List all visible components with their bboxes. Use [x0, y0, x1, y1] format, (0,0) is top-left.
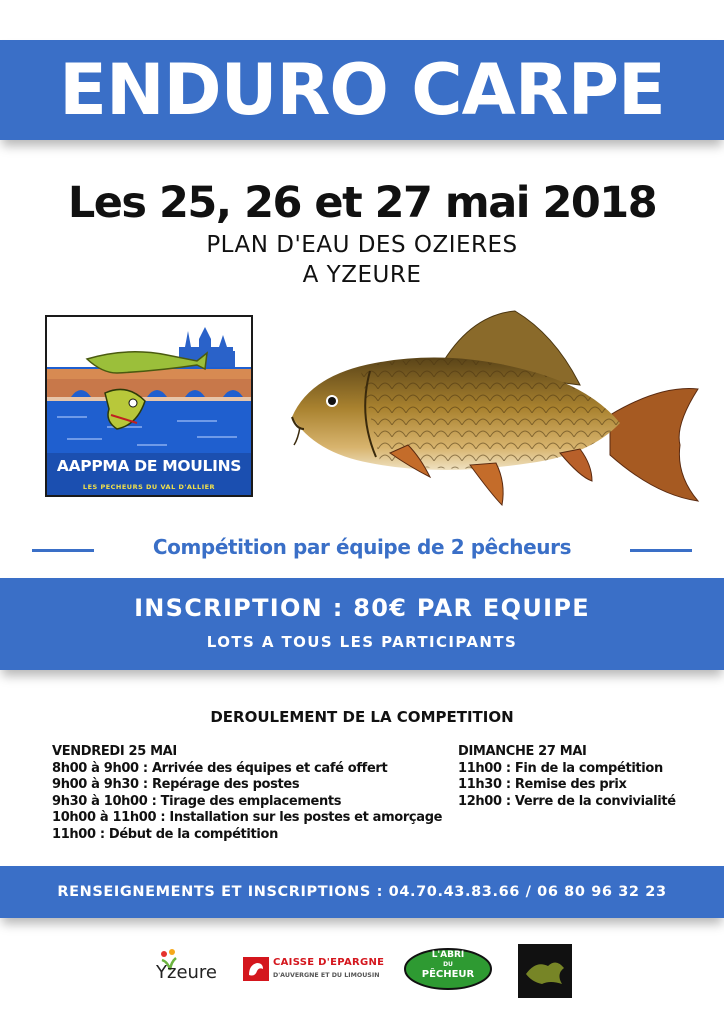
- title-banner: [0, 40, 724, 140]
- yzeure-name: Yzeure: [156, 962, 218, 983]
- logo-name: AAPPMA DE MOULINS: [56, 457, 242, 475]
- sponsor-yzeure-logo: [150, 948, 230, 990]
- schedule-item: 8h00 à 9h00 : Arrivée des équipes et café offert: [52, 760, 388, 776]
- competition-format: Compétition par équipe de 2 pêcheurs: [152, 535, 572, 559]
- venue-town: A YZEURE: [302, 262, 422, 288]
- competition-banner: [0, 532, 724, 568]
- schedule-item: 9h00 à 9h30 : Repérage des postes: [52, 777, 300, 792]
- schedule-item: 11h00 : Fin de la compétition: [458, 760, 663, 776]
- schedule-item: 11h00 : Début de la compétition: [52, 826, 278, 842]
- schedule-day-sunday: [458, 744, 708, 810]
- day-name: DIMANCHE 27 MAI: [458, 744, 587, 759]
- schedule-item: 10h00 à 11h00 : Installation sur les postes et amorçage: [52, 810, 443, 825]
- sponsor-caisse-epargne-logo: [243, 955, 393, 989]
- schedule-item: 12h00 : Verre de la convivialité: [458, 793, 676, 809]
- venue-name: PLAN D'EAU DES OZIERES: [206, 232, 518, 258]
- schedule-item: 9h30 à 10h00 : Tirage des emplacements: [52, 793, 342, 809]
- carp-illustration: [280, 305, 700, 515]
- caisse-name: CAISSE D'EPARGNE: [273, 957, 385, 968]
- abri-top: L'ABRI: [431, 950, 465, 960]
- schedule-item: 11h30 : Remise des prix: [458, 777, 627, 792]
- page-title: ENDURO CARPE: [59, 49, 665, 131]
- fishing-club-icon: [518, 944, 572, 998]
- divider-left: [32, 549, 94, 552]
- program-title: DEROULEMENT DE LA COMPETITION: [210, 708, 514, 726]
- abri-bottom: PÊCHEUR: [421, 969, 475, 980]
- caisse-region: D'AUVERGNE ET DU LIMOUSIN: [273, 972, 380, 979]
- logo-subtitle: LES PECHEURS DU VAL D'ALLIER: [82, 483, 216, 491]
- contact-banner: [0, 866, 724, 918]
- abri-mid: DU: [443, 961, 453, 968]
- registration-fee: INSCRIPTION : 80€ PAR EQUIPE: [134, 594, 590, 622]
- sponsor-fishing-club-logo: [518, 944, 572, 998]
- divider-right: [630, 549, 692, 552]
- day-name: VENDREDI 25 MAI: [52, 744, 177, 759]
- sponsor-abri-pecheur-logo: [404, 948, 492, 990]
- aappma-logo: [45, 315, 253, 497]
- event-dates: Les 25, 26 et 27 mai 2018: [67, 178, 657, 228]
- schedule-day-friday: [52, 744, 452, 843]
- squirrel-icon: [243, 957, 269, 981]
- registration-banner: [0, 578, 724, 670]
- contact-info: RENSEIGNEMENTS ET INSCRIPTIONS : 04.70.43.83.66 / 06 80 96 32 23: [57, 884, 667, 900]
- prizes-note: LOTS A TOUS LES PARTICIPANTS: [206, 633, 518, 651]
